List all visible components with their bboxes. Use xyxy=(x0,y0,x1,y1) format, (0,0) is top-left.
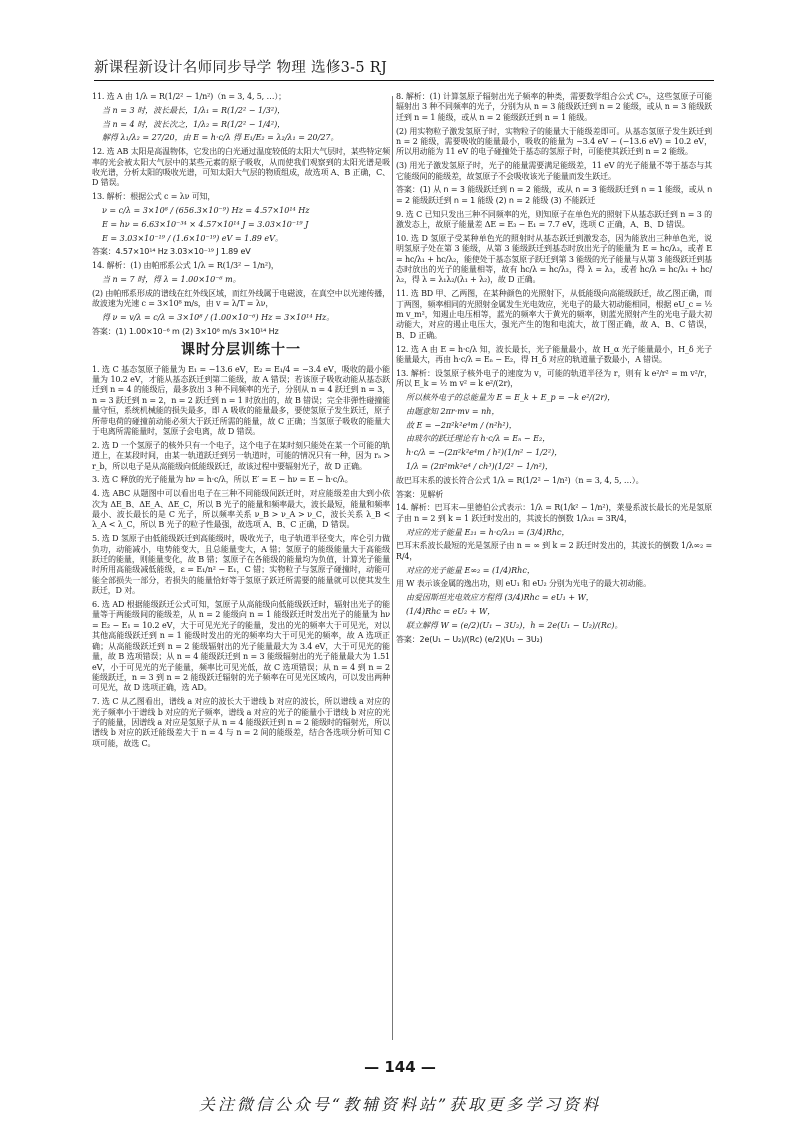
exercise-answer-14-step-4: 用 W 表示该金属的逸出功，则 eU₁ 和 eU₂ 分别为光电子的最大初动能。 xyxy=(396,579,651,589)
answer-14-part-2: (2) 由帕邢系形成的谱线在红外线区域，而红外线属于电磁波，在真空中以光速传播，故波速为光速 c = 3×10⁸ m/s，由 v = λ/T = λν， xyxy=(92,288,390,309)
answer-14-result: 答案：(1) 1.00×10⁻⁶ m (2) 3×10⁸ m/s 3×10¹⁴ Hz xyxy=(92,326,279,336)
answer-11-step-1: 当 n = 3 时，波长最长，1/λ₁ = R(1/2² − 1/3²)， xyxy=(102,105,286,115)
exercise-answer-9: 9. 选 C 已知只发出三种不同频率的光，则知原子在单色光的照射下从基态跃迁到 n = 3 的激发态上，故原子能量差 ΔE = E₃ − E₁ = 7.7 eV，选项 C 正确，A、B、D 错误。 xyxy=(396,209,712,230)
exercise-answer-14-step-7: 联立解得 W = (e/2)(U₁ − 3U₂)，h = 2e(U₁ − U₂)/(Rc)。 xyxy=(406,620,623,630)
answer-13: 13. 解析：根据公式 c = λν 可知， xyxy=(92,192,216,202)
right-column xyxy=(396,92,712,648)
answer-14: 14. 解析：(1) 由帕邢系公式 1/λ = R(1/3² − 1/n²)， xyxy=(92,261,279,271)
answer-13-step-3: E = 3.03×10⁻¹⁹ / (1.6×10⁻¹⁹) eV = 1.89 eV。 xyxy=(102,233,283,243)
exercise-answer-3: 3. 选 C 释放的光子能量为 hν = h·c/λ，所以 E′ = E − hν = E − h·c/λ。 xyxy=(92,475,353,485)
column-divider xyxy=(392,96,393,1040)
exercise-answer-13-conclusion: 故巴耳末系的波长符合公式 1/λ = R(1/2² − 1/n²)（n = 3, 4, 5, …）。 xyxy=(396,475,644,485)
exercise-answer-4: 4. 选 ABC 从题图中可以看出电子在三种不同能级间跃迁时，对应能级差由大到小依次为 ΔE_B、ΔE_A、ΔE_C，所以 B 光子的能量和频率最大，波长最短，能量和频率最小、波长最长的是 C 光子，所以频率关系 ν_B > ν_A > ν_C，波长关系 λ_B < λ_A < λ_C，所以 B 光子的粒子性最强，故选项 A、B、C 正确，D 错误。 xyxy=(92,489,390,530)
answer-14-step-1: 当 n = 7 时，得 λ = 1.00×10⁻⁶ m。 xyxy=(102,274,241,284)
page-number-area xyxy=(0,1057,800,1076)
page-number: — 144 — xyxy=(364,1058,436,1076)
exercise-answer-13-step-1: 所以核外电子的总能量为 E = E_k + E_p = −k e²/(2r)， xyxy=(406,393,616,403)
exercise-answer-6: 6. 选 AD 根据能级跃迁公式可知，氢原子从高能级向低能级跃迁时，辐射出光子的能量等于两能级间的能级差，从 n = 2 能级向 n = 1 能级跃迁时发出光子的能量为 hν = E₂ − E₁ = 10.2 eV，大于可见光光子的能量，发出的光的频率大于可见光，对以其他高能级跃迁到 n = 1 能级时发出的光的频率均大于可见光的频率，故 A 选项正确；从高能级跃迁到 n = 2 能级辐射出的光子能量最大为 3.4 eV，大于可见光的能量，故 B 选项错误；从 n = 4 能级跃迁到 n = 3 能级辐射出的光子能量最大为 1.51 eV，小于可见光的光子能量，频率比可见光低，故 C 选项错误；从 n = 4 到 n = 2 能级跃迁，n = 3 到 n = 2 能级跃迁辐射的光子频率在可见光区域内，可以发出两种可见光，故 D 选项正确，选 AD。 xyxy=(92,600,390,693)
exercise-answer-13-step-5: h·c/λ = −(2π²k²e⁴m / h²)(1/n² − 1/2²)， xyxy=(406,448,563,458)
exercise-answer-10: 10. 选 D 氢原子受某种单色光的照射时从基态跃迁到激发态，因为能放出三种单色光，说明氢原子处在第 3 能级，从第 3 能级跃迁到基态时放出光子的能量为 E = hc/λ₃，或者 E = hc/λ₁ + hc/λ₂，能使处于基态氢原子跃迁到第 3 能级的光子能量与从第 3 能级跃迁到基态时放出的光子的能量相等，故有 hc/λ = hc/λ₃，得 λ = λ₃，或者 hc/λ = hc/λ₁ + hc/λ₂，得 λ = λ₁λ₂/(λ₁ + λ₂)，故 D 正确。 xyxy=(396,233,712,285)
answer-13-step-1: ν = c/λ = 3×10⁸ / (656.3×10⁻⁹) Hz = 4.57×10¹⁴ Hz xyxy=(102,206,310,215)
exercise-answer-8-result: 答案：(1) 从 n = 3 能级跃迁到 n = 2 能级，或从 n = 3 能级跃迁到 n = 1 能级，或从 n = 2 能级跃迁到 n = 1 能级 (2) n = 2 能级 (3) 不能跃迁 xyxy=(396,185,712,205)
exercise-answer-14-step-2: 巴耳末系波长最短的光是氢原子由 n = ∞ 到 k = 2 跃迁时发出的，其波长的倒数 1/λ∞₂ = R/4， xyxy=(396,541,712,561)
footer-note: 关注微信公众号“教辅资料站”获取更多学习资料 xyxy=(198,1095,602,1114)
exercise-answer-13-result: 答案：见解析 xyxy=(396,489,444,499)
exercise-answer-13-step-3: 故 E = −2π²k²e⁴m / (n²h²)， xyxy=(406,420,517,430)
exercise-answer-13-step-4: 由玻尔的跃迁理论有 h·c/λ = Eₙ − E₂， xyxy=(406,434,551,444)
answer-12: 12. 选 AB 太阳是高温物体，它发出的白光通过温度较低的太阳大气层时，某些特定频率的光会被太阳大气层中的某些元素的原子吸收，从而使我们观察到的太阳光谱是吸收光谱，分析太阳的吸收光谱，可知太阳大气层的物质组成，故选项 A、B 正确，C、D 错误。 xyxy=(92,147,390,188)
running-header xyxy=(94,54,714,80)
answer-14-step-2: 得 ν = v/λ = c/λ = 3×10⁸ / (1.00×10⁻⁶) Hz = 3×10¹⁴ Hz。 xyxy=(102,312,335,322)
section-title: 课时分层训练十一 xyxy=(181,342,301,359)
exercise-answer-1: 1. 选 C 基态氢原子能量为 E₁ = −13.6 eV，E₂ = E₁/4 = −3.4 eV，吸收的最小能量为 10.2 eV，才能从基态跃迁到第二能级，故 A 错误；若该原子吸收动能从基态跃迁到 n = 4 的能级后，最多放出 3 种不同频率的光子，分别从 n = 4 跃迁到 n = 3，n = 3 跃迁到 n = 2，n = 2 跃迁到 n = 1 时放出的，故 B 错误；完全非弹性碰撞能量守恒，系统机械能的损失最多，即 A 吸收的能量最多，要使氢原子发生跃迁，原子所带电荷的碰撞前动能必须大于跃迁所需的能量，故 C 正确；当氢原子吸收的能量大于电离所需能量时，氢原子会电离，故 D 错误。 xyxy=(92,364,390,437)
header-rule xyxy=(94,80,714,81)
exercise-answer-14-result: 答案：2e(U₁ − U₂)/(Rc) (e/2)(U₁ − 3U₂) xyxy=(396,634,543,644)
exercise-answer-14: 14. 解析：巴耳末—里德伯公式表示：1/λ = R(1/k² − 1/n²)，莱曼系波长最长的光是氢原子由 n = 2 到 k = 1 跃迁时发出的，其波长的倒数 1/λ₂₁ = 3R/4， xyxy=(396,503,712,523)
exercise-answer-5: 5. 选 D 氢原子由低能级跃迁到高能级时，吸收光子，电子轨道半径变大，库仑引力做负功，动能减小，电势能变大，且总能量变大，A 错；氢原子的能级能量大于高能级跃迁的能量，则能量变化，故 B 错；氢原子在各能级的能量均为负值，计算光子能量时所用高能级减低能级，ε = E₁/n² − E₁，C 错；实物粒子与氢原子碰撞时，动能可能全部损失一部分，若损失的能量恰好等于氢原子跃迁所需要的能量就可以使其发生跃迁，D 对。 xyxy=(92,534,390,596)
book-title: 新课程新设计名师同步导学 物理 选修3-5 RJ xyxy=(94,60,388,76)
exercise-answer-14-step-3: 对应的光子能量 E∞₂ = (1/4)Rhc， xyxy=(406,565,535,575)
exercise-answer-11: 11. 选 BD 甲、乙两图，在某种颜色的光照射下，从低能级向高能级跃迁，故乙图正确，而丁两图，频率相同的光照射金属发生光电效应，光电子的最大初动能相同，根据 eU_c = ½ m v_m²，知遏止电压相等，蓝光的频率大于黄光的频率，则蓝光照射产生的光电子最大初动能大，对应的遏止电压大，强光产生的饱和电流大，故丁图正确，故 A、B、C 错误，B、D 正确。 xyxy=(396,289,712,340)
exercise-answer-7: 7. 选 C 从乙图看出，谱线 a 对应的波长大于谱线 b 对应的波长，所以谱线 a 对应的光子频率小于谱线 b 对应的光子频率，谱线 a 对应的光子的能量小于谱线 b 对应的光子的能量，因谱线 a 对应是氢原子从 n = 4 能级跃迁到 n = 2 能级时的辐射光，所以谱线 b 对应的跃迁能级差大于 n = 4 与 n = 2 间的能级差，结合各选项分析可知 C 项可能，故选 C。 xyxy=(92,697,390,748)
exercise-answer-12: 12. 选 A 由 E = h·c/λ 知，波长最长，光子能量最小，故 H_α 光子能量最小，H_δ 光子能量最大，再由 h·c/λ = Eₙ − E₂，得 H_δ 对应的轨道量子数最小，A 错误。 xyxy=(396,344,712,365)
exercise-answer-14-step-1: 对应的光子能量 E₂₁ = h·c/λ₂₁ = (3/4)Rhc， xyxy=(406,527,570,537)
exercise-answer-13-step-2: 由题意知 2πr·mv = nh， xyxy=(406,406,500,416)
exercise-answer-8-part-2: (2) 用实物粒子激发氢原子时，实物粒子的能量大于能级差即可。从基态氢原子发生跃迁到 n = 2 能级，需要吸收的能量最小，吸收的能量为 −3.4 eV − (−13.6 eV) = 10.2 eV，所以用动能为 11 eV 的电子碰撞处于基态的氢原子时，可能使其跃迁到 n = 2 能级。 xyxy=(396,126,712,157)
exercise-answer-14-step-6: (1/4)Rhc = eU₂ + W， xyxy=(406,607,496,617)
answer-11-step-2: 当 n = 4 时，波长次之，1/λ₂ = R(1/2² − 1/4²)， xyxy=(102,119,286,129)
exercise-answer-14-step-5: 由爱因斯坦光电效应方程得 (3/4)Rhc = eU₁ + W， xyxy=(406,593,594,603)
exercise-answer-2: 2. 选 D 一个氢原子的核外只有一个电子，这个电子在某时刻只能处在某一个可能的轨道上，在某段时间，由某一轨道跃迁到另一轨道时，可能的情况只有一种，因为 rₐ > r_b，所以电子是从高能级向低能级跃迁，故该过程中要辐射光子，故 D 正确。 xyxy=(92,440,390,471)
answer-11-step-3: 解得 λ₁/λ₂ = 27/20，由 E = h·c/λ 得 E₁/E₂ = λ₂/λ₁ = 20/27。 xyxy=(102,133,339,143)
exercise-answer-13-step-6: 1/λ = (2π²mk²e⁴ / ch³)(1/2² − 1/n²)， xyxy=(406,462,553,472)
exercise-answer-8: 8. 解析：(1) 计算氢原子辐射出光子频率的种类，需要数学组合公式 C²ₙ，这些氢原子可能辐射出 3 种不同频率的光子，分别为从 n = 3 能级跃迁到 n = 2 能级，或从 n = 3 能级跃迁到 n = 1 能级，或从 n = 2 能级跃迁到 n = 1 能级。 xyxy=(396,92,712,122)
answer-13-step-2: E = hν = 6.63×10⁻³⁴ × 4.57×10¹⁴ J = 3.03×10⁻¹⁹ J xyxy=(102,219,309,229)
exercise-answer-8-part-3: (3) 用光子激发氢原子时，光子的能量需要满足能级差，11 eV 的光子能量不等于基态与其它能级间的能级差，故氢原子不会吸收该光子能量而发生跃迁。 xyxy=(396,161,712,181)
exercise-answer-13: 13. 解析：设氢原子核外电子的速度为 v，可能的轨道半径为 r，则有 k e²/r² = m v²/r，所以 E_k = ½ m v² = k e²/(2r)， xyxy=(396,368,712,389)
answer-13-result: 答案：4.57×10¹⁴ Hz 3.03×10⁻¹⁹ J 1.89 eV xyxy=(92,247,251,257)
answer-11: 11. 选 A 由 1/λ = R(1/2² − 1/n²)（n = 3, 4, 5, …）； xyxy=(92,92,287,101)
left-column xyxy=(92,92,390,753)
